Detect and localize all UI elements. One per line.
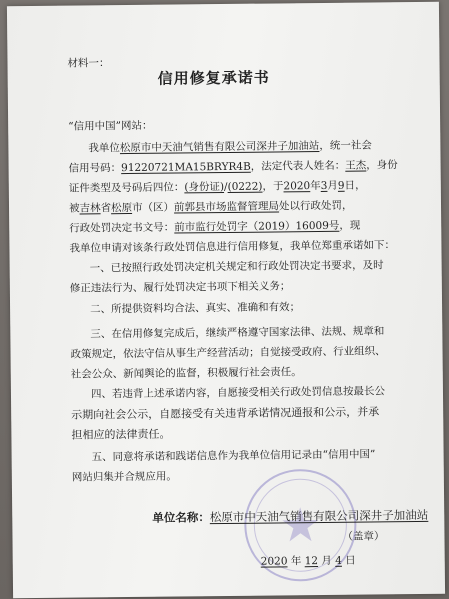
promise-4-line-2: 示期向社会公示，自愿接受有关违背承诺情况通报和公示，并承 [71, 405, 380, 422]
id-type-field: (身份证) [184, 181, 225, 194]
promise-5-line-1: 五、同意将承诺和践诺信息作为我单位信用记录由“信用中国” [91, 448, 376, 464]
bureau-field: 前郭县市场监督管理局 [173, 200, 280, 214]
promise-3-line-1: 三、在信用修复完成后，继续严格遵守国家法律、法规、规章和 [90, 325, 385, 341]
id-last4-field: (0222) [227, 180, 263, 193]
document-sheet [7, 2, 445, 598]
seal-note: （盖章） [342, 530, 385, 543]
promise-5-line-2: 网站归集并合规应用。 [71, 470, 177, 484]
date-month: 12 [304, 555, 319, 568]
promise-4-line-1: 四、若违背上述承诺内容，自愿接受相关行政处罚信息按最长公 [90, 385, 386, 401]
signature-company: 松原市中天油气销售有限公司深井子加油站 [209, 507, 429, 525]
promise-4-line-3: 担相应的法律责任。 [71, 427, 171, 442]
city-field: 松原 [110, 201, 133, 215]
company-name-field: 松原市中天油气销售有限公司深井子加油站 [119, 140, 320, 155]
document-date: 2020 年 12 月 4 日 [260, 554, 356, 568]
intro-line-3: 证件类型及号码后四位：(身份证)/(0222)，于2020年3月9日， [68, 179, 366, 195]
representative-name-field: 王杰 [345, 159, 367, 172]
promise-1-line-1: 一、已按照行政处罚决定机关规定和行政处罚决定书要求，及时 [89, 259, 384, 275]
intro-line-2: 信用号码：91220721MA15BRYR4B，法定代表人姓名：王杰，身份 [68, 159, 398, 175]
document-title: 信用修复承诺书 [157, 68, 270, 88]
intro-line-6: 我单位申请对该条行政处罚信息进行信用修复，我单位郑重承诺如下： [69, 239, 395, 255]
material-label: 材料一： [67, 57, 110, 70]
addressee: “信用中国”网站： [68, 119, 153, 133]
promise-3-line-2: 政策规定，依法守信从事生产经营活动；自觉接受政府、行业组织、 [70, 345, 386, 361]
promise-3-line-3: 社会公众、新闻舆论的监督，积极履行社会责任。 [70, 366, 302, 381]
promise-2: 二、所提供资料均合法、真实、准确和有效； [90, 301, 301, 316]
intro-line-1: 我单位松原市中天油气销售有限公司深井子加油站，统一社会 [88, 139, 372, 155]
signature-label: 单位名称： [152, 510, 210, 525]
date-day: 4 [335, 554, 342, 567]
intro-line-4: 被吉林省松原市（区）前郭县市场监督管理局处以行政处罚， [68, 199, 353, 215]
credit-code-field: 91220721MA15BRYR4B [121, 160, 251, 175]
penalty-year-field: 2020 [283, 180, 311, 193]
decision-number-field: 前市监行处罚字（2019）16009号 [174, 219, 340, 234]
penalty-month-field: 3 [320, 179, 328, 193]
date-year: 2020 [260, 555, 288, 568]
signature-line [152, 509, 428, 525]
province-field: 吉林 [79, 202, 101, 215]
promise-1-line-2: 修正违法行为、履行处罚决定书项下相关义务； [69, 280, 291, 295]
penalty-day-field: 9 [337, 179, 345, 192]
intro-line-5: 行政处罚决定书文号：前市监行处罚字（2019）16009号，现 [69, 219, 361, 235]
